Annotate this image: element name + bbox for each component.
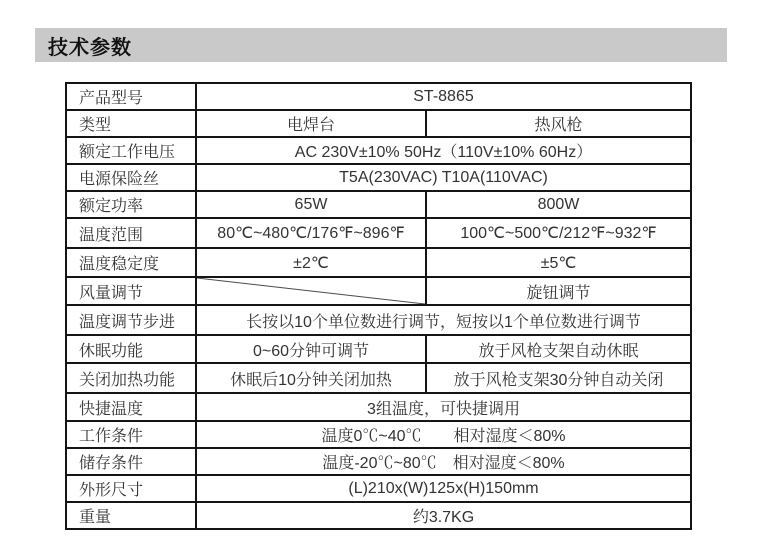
spec-value: AC 230V±10% 50Hz（110V±10% 60Hz） bbox=[196, 137, 691, 164]
spec-value-soldering: 80℃~480℃/176℉~896℉ bbox=[196, 218, 426, 248]
spec-value: 温度0℃~40℃ 相对湿度＜80% bbox=[196, 421, 691, 448]
spec-value-soldering: 休眠后10分钟关闭加热 bbox=[196, 363, 426, 393]
spec-label: 产品型号 bbox=[66, 83, 196, 110]
row-dimensions bbox=[66, 475, 691, 502]
row-sleep-function bbox=[66, 335, 691, 363]
spec-value-soldering: 0~60分钟可调节 bbox=[196, 335, 426, 363]
row-quick-temperature bbox=[66, 393, 691, 421]
spec-label: 温度调节步进 bbox=[66, 305, 196, 335]
spec-value: ST-8865 bbox=[196, 83, 691, 110]
spec-value-soldering: 65W bbox=[196, 191, 426, 218]
spec-label: 休眠功能 bbox=[66, 335, 196, 363]
spec-label: 电源保险丝 bbox=[66, 164, 196, 191]
spec-value: 长按以10个单位数进行调节，短按以1个单位数进行调节 bbox=[196, 305, 691, 335]
title-bar bbox=[35, 28, 727, 62]
spec-value-hot-air: 放于风枪支架30分钟自动关闭 bbox=[426, 363, 691, 393]
row-power-fuse bbox=[66, 164, 691, 191]
spec-value-hot-air: 100℃~500℃/212℉~932℉ bbox=[426, 218, 691, 248]
row-rated-voltage bbox=[66, 137, 691, 164]
section-title: 技术参数 bbox=[48, 36, 132, 59]
spec-label: 储存条件 bbox=[66, 448, 196, 475]
spec-value: 温度-20℃~80℃ 相对湿度＜80% bbox=[196, 448, 691, 475]
spec-value-hot-air: 旋钮调节 bbox=[426, 277, 691, 305]
spec-label: 重量 bbox=[66, 502, 196, 529]
spec-value-soldering: 电焊台 bbox=[196, 110, 426, 137]
row-temperature-step bbox=[66, 305, 691, 335]
spec-value-soldering-na bbox=[196, 277, 426, 305]
row-product-model bbox=[66, 83, 691, 110]
spec-value: T5A(230VAC) T10A(110VAC) bbox=[196, 164, 691, 191]
spec-label: 额定工作电压 bbox=[66, 137, 196, 164]
spec-value-hot-air: ±5℃ bbox=[426, 248, 691, 277]
spec-value-soldering: ±2℃ bbox=[196, 248, 426, 277]
row-weight bbox=[66, 502, 691, 529]
row-rated-power bbox=[66, 191, 691, 218]
spec-label: 额定功率 bbox=[66, 191, 196, 218]
spec-label: 温度稳定度 bbox=[66, 248, 196, 277]
spec-value-hot-air: 放于风枪支架自动休眠 bbox=[426, 335, 691, 363]
spec-value: (L)210x(W)125x(H)150mm bbox=[196, 475, 691, 502]
spec-label: 类型 bbox=[66, 110, 196, 137]
row-heating-off-function bbox=[66, 363, 691, 393]
row-working-conditions bbox=[66, 421, 691, 448]
spec-value-hot-air: 热风枪 bbox=[426, 110, 691, 137]
spec-value: 约3.7KG bbox=[196, 502, 691, 529]
spec-label: 温度范围 bbox=[66, 218, 196, 248]
diagonal-line-icon bbox=[197, 278, 425, 304]
spec-table bbox=[65, 82, 692, 530]
row-temperature-stability bbox=[66, 248, 691, 277]
row-storage-conditions bbox=[66, 448, 691, 475]
spec-label: 关闭加热功能 bbox=[66, 363, 196, 393]
spec-value-hot-air: 800W bbox=[426, 191, 691, 218]
spec-label: 工作条件 bbox=[66, 421, 196, 448]
row-type bbox=[66, 110, 691, 137]
spec-label: 快捷温度 bbox=[66, 393, 196, 421]
row-airflow-adjustment bbox=[66, 277, 691, 305]
spec-label: 外形尺寸 bbox=[66, 475, 196, 502]
spec-value: 3组温度，可快捷调用 bbox=[196, 393, 691, 421]
spec-label: 风量调节 bbox=[66, 277, 196, 305]
row-temperature-range bbox=[66, 218, 691, 248]
